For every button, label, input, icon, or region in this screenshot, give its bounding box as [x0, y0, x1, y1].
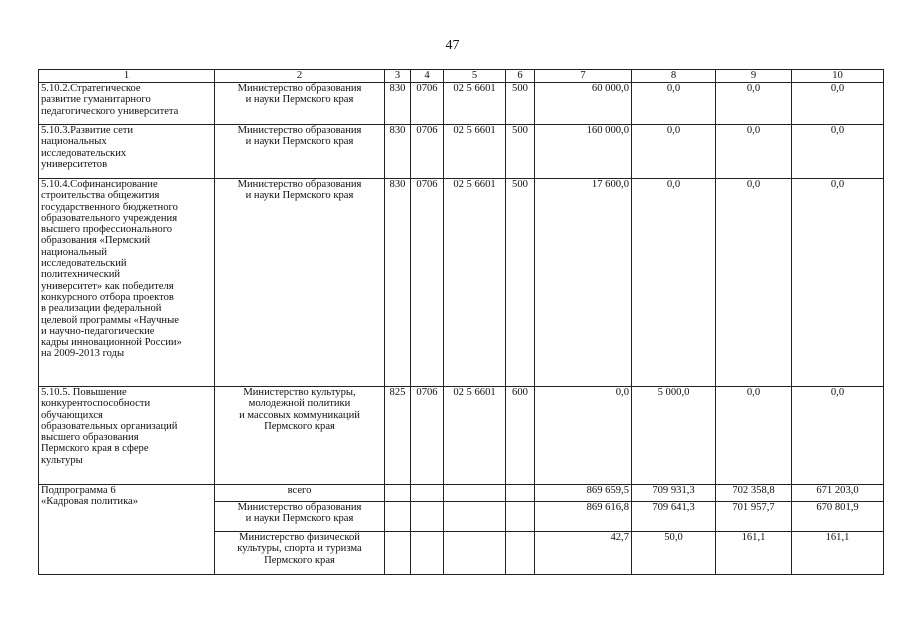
expense-type-code: 500	[506, 125, 535, 179]
amount-col10: 161,1	[792, 532, 884, 575]
column-header: 8	[632, 70, 716, 83]
grbs-code: 830	[385, 125, 411, 179]
table-row	[39, 179, 884, 387]
grbs-code: 825	[385, 387, 411, 485]
table-row	[39, 125, 884, 179]
column-header: 1	[39, 70, 215, 83]
amount-col9: 0,0	[716, 125, 792, 179]
amount-col9: 0,0	[716, 387, 792, 485]
section-code: 0706	[411, 179, 444, 387]
section-code	[411, 502, 444, 532]
amount-col7: 869 659,5	[535, 485, 632, 502]
expense-type-code: 600	[506, 387, 535, 485]
column-header: 3	[385, 70, 411, 83]
table-row	[39, 387, 884, 485]
subprogram-name: Подпрограмма 6 «Кадровая политика»	[39, 485, 215, 575]
expense-type-code	[506, 502, 535, 532]
column-header: 6	[506, 70, 535, 83]
amount-col7: 60 000,0	[535, 83, 632, 125]
target-article-code	[444, 532, 506, 575]
target-article-code	[444, 502, 506, 532]
grbs-code	[385, 502, 411, 532]
responsible-org: Министерство образования и науки Пермского края	[215, 502, 385, 532]
section-code: 0706	[411, 125, 444, 179]
amount-col9: 701 957,7	[716, 502, 792, 532]
grbs-code	[385, 532, 411, 575]
amount-col7: 17 600,0	[535, 179, 632, 387]
responsible-org: Министерство образования и науки Пермского края	[215, 125, 385, 179]
section-code: 0706	[411, 83, 444, 125]
responsible-org: Министерство образования и науки Пермского края	[215, 83, 385, 125]
target-article-code	[444, 485, 506, 502]
grbs-code: 830	[385, 179, 411, 387]
amount-col8: 0,0	[632, 83, 716, 125]
target-article-code: 02 5 6601	[444, 179, 506, 387]
amount-col9: 0,0	[716, 179, 792, 387]
amount-col10: 0,0	[792, 179, 884, 387]
grbs-code: 830	[385, 83, 411, 125]
section-code	[411, 532, 444, 575]
responsible-org: всего	[215, 485, 385, 502]
amount-col7: 869 616,8	[535, 502, 632, 532]
page-number: 47	[445, 38, 460, 53]
amount-col10: 671 203,0	[792, 485, 884, 502]
column-header: 10	[792, 70, 884, 83]
amount-col10: 670 801,9	[792, 502, 884, 532]
target-article-code: 02 5 6601	[444, 387, 506, 485]
amount-col8: 0,0	[632, 179, 716, 387]
amount-col7: 160 000,0	[535, 125, 632, 179]
column-header: 9	[716, 70, 792, 83]
amount-col8: 709 931,3	[632, 485, 716, 502]
responsible-org: Министерство физической культуры, спорта и туризма Пермского края	[215, 532, 385, 575]
responsible-org: Министерство культуры, молодежной политики и массовых коммуникаций Пермского края	[215, 387, 385, 485]
amount-col10: 0,0	[792, 83, 884, 125]
column-header: 4	[411, 70, 444, 83]
amount-col10: 0,0	[792, 387, 884, 485]
activity-name: 5.10.2.Стратегическое развитие гуманитарного педагогического университета	[39, 83, 215, 125]
amount-col8: 5 000,0	[632, 387, 716, 485]
amount-col8: 0,0	[632, 125, 716, 179]
grbs-code	[385, 485, 411, 502]
expense-type-code	[506, 485, 535, 502]
column-header: 5	[444, 70, 506, 83]
column-number-row	[39, 70, 884, 83]
amount-col10: 0,0	[792, 125, 884, 179]
expense-type-code: 500	[506, 179, 535, 387]
table-row	[39, 83, 884, 125]
column-header: 7	[535, 70, 632, 83]
amount-col7: 0,0	[535, 387, 632, 485]
amount-col8: 50,0	[632, 532, 716, 575]
column-header: 2	[215, 70, 385, 83]
amount-col9: 161,1	[716, 532, 792, 575]
subprogram-total-row	[39, 485, 884, 502]
responsible-org: Министерство образования и науки Пермского края	[215, 179, 385, 387]
amount-col7: 42,7	[535, 532, 632, 575]
target-article-code: 02 5 6601	[444, 83, 506, 125]
activity-name: 5.10.5. Повышение конкурентоспособности обучающихся образовательных организаций высшего образования Пермского края в сфере культуры	[39, 387, 215, 485]
section-code: 0706	[411, 387, 444, 485]
amount-col9: 702 358,8	[716, 485, 792, 502]
expense-type-code: 500	[506, 83, 535, 125]
activity-name: 5.10.3.Развитие сети национальных исследовательских университетов	[39, 125, 215, 179]
expense-type-code	[506, 532, 535, 575]
amount-col9: 0,0	[716, 83, 792, 125]
target-article-code: 02 5 6601	[444, 125, 506, 179]
amount-col8: 709 641,3	[632, 502, 716, 532]
budget-table	[38, 69, 884, 575]
section-code	[411, 485, 444, 502]
activity-name: 5.10.4.Софинансирование строительства общежития государственного бюджетного образовательного учреждения высшего профессионального образования «Пермский национальный исследовательский политехнический университет» как победителя конкурсного отбора проектов в реализации федеральной целевой программы «Научные и научно-педагогические кадры инновационной России» на 2009-2013 годы	[39, 179, 215, 387]
